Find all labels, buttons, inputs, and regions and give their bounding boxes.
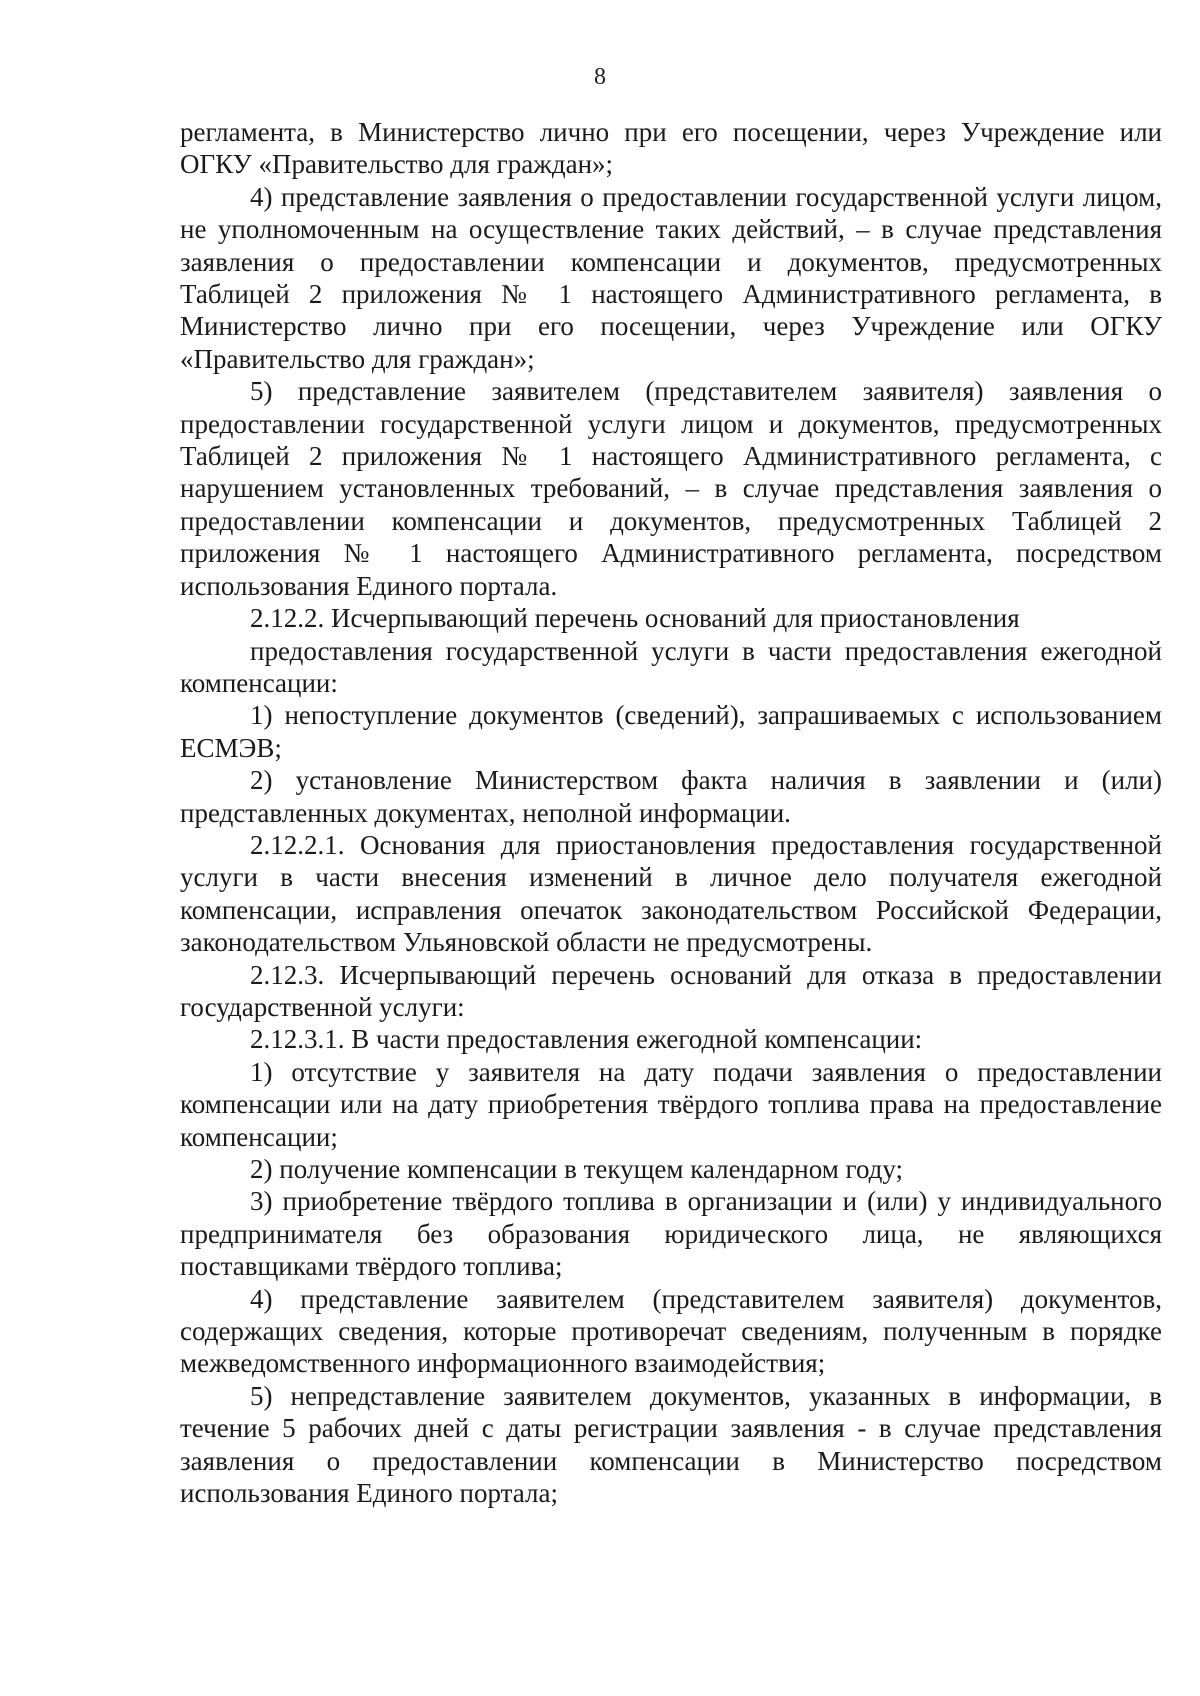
paragraph-item-4: 4) представление заявления о предоставлении государственной услуги лицом, не уполномоченным на осуществление таких действий, – в случае представления заявления о предоставлении компенсации и документов, предусмотренных Таблицей 2 приложения № 1 настоящего Административного регламента, в Министерство лично при его посещении, через Учреждение или ОГКУ «Правительство для граждан»; [180, 181, 1162, 374]
paragraph-2-12-3-1: 2.12.3.1. В части предоставления ежегодной компенсации: [250, 1024, 923, 1055]
paragraph-refusal-item-3: 3) приобретение твёрдого топлива в организации и (или) у индивидуального предпринимателя без образования юридического лица, не являющихся поставщиками твёрдого топлива; [180, 1186, 1162, 1282]
document-body [180, 116, 1162, 1509]
page-number: 8 [594, 64, 606, 90]
paragraph-refusal-item-1: 1) отсутствие у заявителя на дату подачи заявления о предоставлении компенсации или на дату приобретения твёрдого топлива права на предоставление компенсации; [180, 1056, 1162, 1152]
paragraph-refusal-item-5: 5) непредставление заявителем документов, указанных в информации, в течение 5 рабочих дней с даты регистрации заявления - в случае представления заявления о предоставлении компенсации в Министерство посредством использования Единого портала; [180, 1380, 1162, 1509]
paragraph-regulation-continuation: регламента, в Министерство лично при его посещении, через Учреждение или ОГКУ «Правительство для граждан»; [180, 117, 1162, 180]
paragraph-2-12-2-continuation: предоставления государственной услуги в части предоставления ежегодной компенсации: [180, 635, 1162, 698]
paragraph-suspension-item-2: 2) установление Министерством факта наличия в заявлении и (или) представленных документах, неполной информации. [180, 765, 1162, 828]
paragraph-2-12-2-1: 2.12.2.1. Основания для приостановления предоставления государственной услуги в части внесения изменений в личное дело получателя ежегодной компенсации, исправления опечаток законодательством Российской Федерации, законодательством Ульяновской области не предусмотрены. [180, 829, 1162, 958]
paragraph-refusal-item-4: 4) представление заявителем (представителем заявителя) документов, содержащих сведения, которые противоречат сведениям, полученным в порядке межведомственного информационного взаимодействия; [180, 1283, 1162, 1379]
paragraph-refusal-item-2: 2) получение компенсации в текущем календарном году; [250, 1154, 904, 1184]
paragraph-suspension-item-1: 1) непоступление документов (сведений), запрашиваемых с использованием ЕСМЭВ; [180, 700, 1162, 763]
paragraph-2-12-3: 2.12.3. Исчерпывающий перечень оснований для отказа в предоставлении государственной услуги: [180, 959, 1162, 1022]
paragraph-item-5: 5) представление заявителем (представителем заявителя) заявления о предоставлении государственной услуги лицом и документов, предусмотренных Таблицей 2 приложения № 1 настоящего Административного регламента, с нарушением установленных требований, – в случае представления заявления о предоставлении компенсации и документов, предусмотренных Таблицей 2 приложения № 1 настоящего Административного регламента, посредством использования Единого портала. [180, 376, 1162, 601]
paragraph-2-12-2-heading: 2.12.2. Исчерпывающий перечень оснований для приостановления [250, 603, 1020, 634]
